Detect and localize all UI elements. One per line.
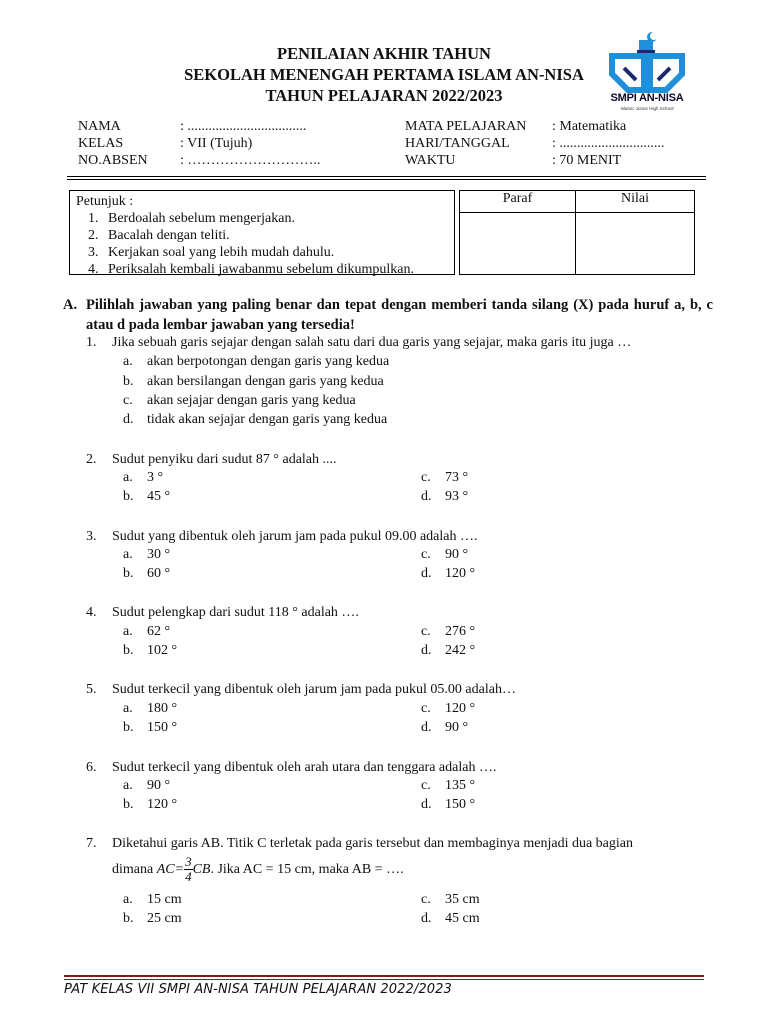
logo-subtitle: Islamic Junior High School [620,106,674,111]
question-1 [86,333,706,352]
petunjuk-title: Petunjuk : [76,194,134,209]
question-number: 4. [86,605,97,620]
list-item: 3. Kerjakan soal yang lebih mudah dahulu. [102,244,448,261]
question-5 [86,680,706,699]
section-instruction-text: Pilihlah jawaban yang paling benar dan tepat dengan memberi tanda silang (X) pada huruf a, b, c atau d pada lembar jawaban yang tersedia! [86,297,713,333]
option-5c[interactable]: c. 120 ° [421,701,476,716]
option-4a[interactable]: a. 62 ° [123,624,171,639]
nama-field: : .................................. [180,119,307,134]
nilai-header: Nilai [576,191,695,213]
hari-label: HARI/TANGGAL [405,136,510,151]
absen-field: : ……………………….. [180,153,321,168]
option-4d[interactable]: d. 242 ° [421,643,476,658]
title-line-1: PENILAIAN AKHIR TAHUN [277,44,491,63]
title-line-2: SEKOLAH MENENGAH PERTAMA ISLAM AN-NISA [184,65,584,84]
question-number: 5. [86,682,97,697]
section-label: A. [63,297,78,313]
score-table [459,190,695,275]
option-5d[interactable]: d. 90 ° [421,720,469,735]
hari-field: : .............................. [552,136,665,151]
option-7d[interactable]: d. 45 cm [421,911,480,926]
petunjuk-list [76,210,448,278]
mapel-field: : Matematika [552,119,627,134]
question-text: Sudut pelengkap dari sudut 118 ° adalah …. [112,605,359,620]
question-7 [86,834,706,853]
logo-school-name: SMPI AN-NISA [610,92,684,104]
kelas-label: KELAS [78,136,124,151]
question-text: Sudut yang dibentuk oleh jarum jam pada pukul 09.00 adalah …. [112,529,478,544]
formula-rhs: CB [192,862,211,877]
option-5b[interactable]: b. 150 ° [123,720,178,735]
option-2d[interactable]: d. 93 ° [421,489,469,504]
option-2a[interactable]: a. 3 ° [123,470,164,485]
option-2b[interactable]: b. 45 ° [123,489,171,504]
option-4b[interactable]: b. 102 ° [123,643,178,658]
question-text: Sudut terkecil yang dibentuk oleh arah utara dan tenggara adalah …. [112,760,497,775]
mapel-label: MATA PELAJARAN [405,119,527,134]
petunjuk-box [69,190,455,275]
nilai-cell[interactable] [576,213,695,275]
question-number: 3. [86,529,97,544]
question-4 [86,603,706,622]
question-3 [86,527,706,546]
question-number: 2. [86,452,97,467]
header-divider-1 [67,176,706,177]
waktu-label: WAKTU [405,153,456,168]
paraf-cell[interactable] [460,213,576,275]
option-3d[interactable]: d. 120 ° [421,566,476,581]
section-instruction [63,295,713,335]
list-item: 2. Bacalah dengan teliti. [102,227,448,244]
option-2c[interactable]: c. 73 ° [421,470,469,485]
option-3a[interactable]: a. 30 ° [123,547,171,562]
option-3c[interactable]: c. 90 ° [421,547,469,562]
title-line-3: TAHUN PELAJARAN 2022/2023 [265,86,503,105]
option-1b[interactable]: b. akan bersilangan dengan garis yang kedua [123,374,384,389]
question-number: 1. [86,335,97,350]
question-number: 7. [86,836,97,851]
list-item: 4. Periksalah kembali jawabanmu sebelum dikumpulkan. [102,261,448,278]
option-6d[interactable]: d. 150 ° [421,797,476,812]
footer-divider-1 [64,975,704,977]
question-2 [86,450,706,469]
option-4c[interactable]: c. 276 ° [421,624,476,639]
waktu-field: : 70 MENIT [552,153,622,168]
question-text: Sudut penyiku dari sudut 87 ° adalah .... [112,452,337,467]
formula-lhs: AC= [156,862,185,877]
kelas-field: : VII (Tujuh) [180,136,253,151]
question-7-formula-line: dimana AC= $\frac{3}{4}$ CB. Jika AC = 15 cm, maka AB = …. [112,854,404,885]
footer-divider-2 [64,979,704,980]
page-footer: PAT KELAS VII SMPI AN-NISA TAHUN PELAJARAN 2022/2023 [64,982,452,997]
option-5a[interactable]: a. 180 ° [123,701,178,716]
option-6a[interactable]: a. 90 ° [123,778,171,793]
option-1d[interactable]: d. tidak akan sejajar dengan garis yang kedua [123,412,388,427]
list-item: 1. Berdoalah sebelum mengerjakan. [102,210,448,227]
option-7b[interactable]: b. 25 cm [123,911,182,926]
absen-label: NO.ABSEN [78,153,148,168]
formula-fraction: $\frac{3}{4}$ [185,854,192,885]
question-6 [86,758,706,777]
nama-label: NAMA [78,119,121,134]
option-6c[interactable]: c. 135 ° [421,778,476,793]
option-1a[interactable]: a. akan berpotongan dengan garis yang kedua [123,354,390,369]
paraf-header: Paraf [460,191,576,213]
header-divider-2 [67,179,706,180]
question-text: Sudut terkecil yang dibentuk oleh jarum jam pada pukul 05.00 adalah… [112,682,516,697]
option-7c[interactable]: c. 35 cm [421,892,480,907]
option-3b[interactable]: b. 60 ° [123,566,171,581]
option-7a[interactable]: a. 15 cm [123,892,182,907]
question-text: Diketahui garis AB. Titik C terletak pada garis tersebut dan membaginya menjadi dua bagian [112,836,633,851]
option-6b[interactable]: b. 120 ° [123,797,178,812]
option-1c[interactable]: c. akan sejajar dengan garis yang kedua [123,393,356,408]
question-text: Jika sebuah garis sejajar dengan salah satu dari dua garis yang sejajar, maka garis itu juga … [112,335,632,350]
question-number: 6. [86,760,97,775]
